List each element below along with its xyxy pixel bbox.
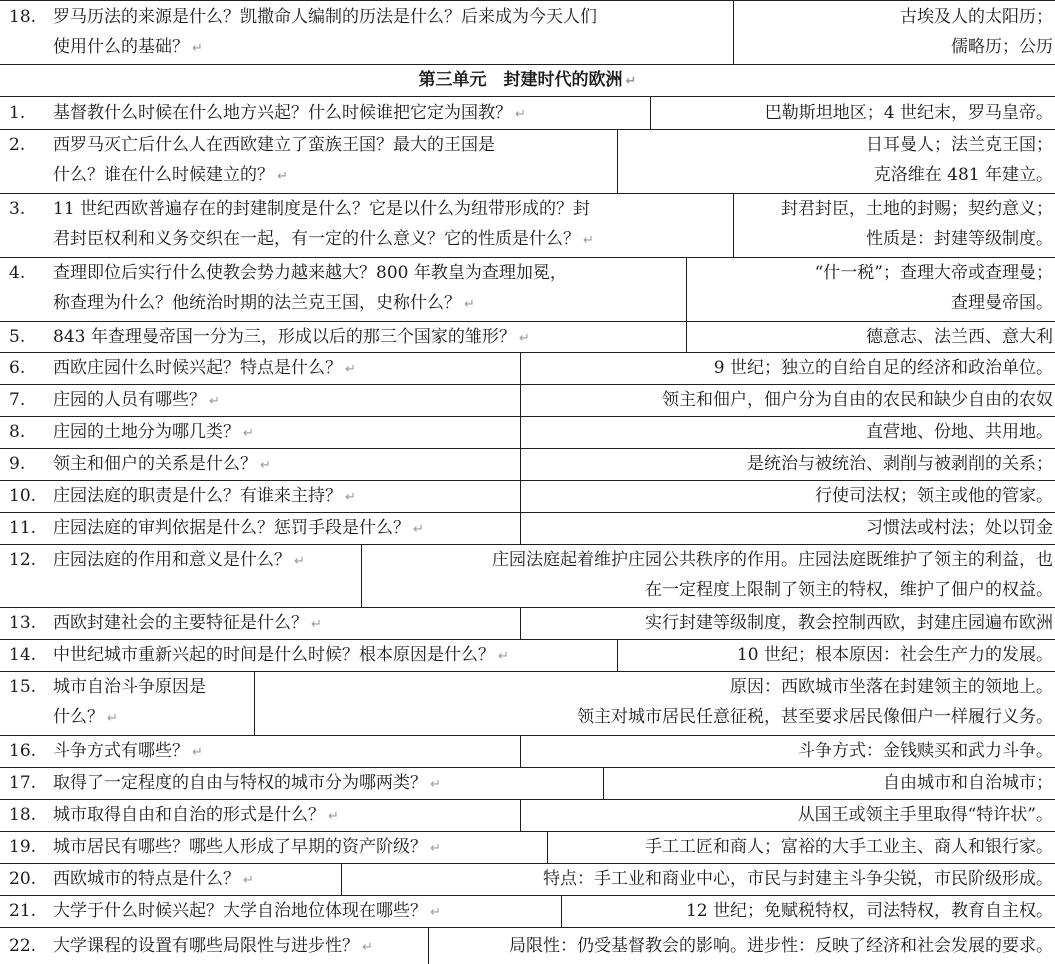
question-text: 西欧城市的特点是什么？ ↵	[53, 869, 254, 889]
row-border	[0, 735, 1055, 736]
paragraph-mark-icon: ↵	[311, 617, 322, 632]
question-number: 18.	[9, 805, 37, 825]
answer-text: 斗争方式：金钱赎买和武力斗争。	[798, 741, 1053, 761]
question-number: 12.	[9, 550, 37, 570]
paragraph-mark-icon: ↵	[362, 940, 373, 955]
question-text: 庄园法庭的作用和意义是什么？ ↵	[53, 550, 305, 570]
answer-text: 庄园法庭起着维护庄园公共秩序的作用。庄园法庭既维护了领主的利益，也	[492, 550, 1053, 570]
row-border	[0, 927, 1055, 928]
answer-text: 儒略历；公历	[951, 37, 1053, 57]
column-divider	[254, 671, 255, 735]
question-number: 18.	[9, 7, 37, 27]
column-divider	[520, 352, 521, 384]
column-divider	[686, 257, 687, 321]
answer-text: 手工工匠和商人；富裕的大手工业主、商人和银行家。	[645, 837, 1053, 857]
answer-text: 查理曼帝国。	[951, 293, 1053, 313]
paragraph-mark-icon: ↵	[328, 809, 339, 824]
paragraph-mark-icon: ↵	[192, 745, 203, 760]
question-text: 庄园的土地分为哪几类？ ↵	[53, 422, 254, 442]
row-border	[0, 671, 1055, 672]
question-number: 6.	[9, 358, 26, 378]
paragraph-mark-icon: ↵	[243, 426, 254, 441]
paragraph-mark-icon: ↵	[413, 522, 424, 537]
column-divider	[617, 639, 618, 671]
row-border	[0, 799, 1055, 800]
row-border	[0, 607, 1055, 608]
question-text: 大学课程的设置有哪些局限性与进步性？ ↵	[53, 936, 373, 956]
paragraph-mark-icon: ↵	[515, 107, 526, 122]
answer-text: 从国王或领主手里取得“特许状”。	[797, 805, 1053, 825]
paragraph-mark-icon: ↵	[625, 74, 637, 89]
answer-text: 封君封臣，土地的封赐；契约意义；	[781, 199, 1053, 219]
answer-text: 直营地、份地、共用地。	[866, 422, 1053, 442]
row-border	[0, 639, 1055, 640]
table-border	[0, 64, 1055, 65]
question-text: 罗马历法的来源是什么？凯撒命人编制的历法是什么？后来成为今天人们	[53, 7, 597, 27]
question-number: 13.	[9, 613, 37, 633]
row-border	[0, 895, 1055, 896]
answer-text: 巴勒斯坦地区；4 世纪末，罗马皇帝。	[764, 103, 1053, 123]
question-text: 君封臣权利和义务交织在一起，有一定的什么意义？它的性质是什么？ ↵	[53, 229, 594, 249]
question-text: 庄园法庭的职责是什么？有谁来主持？ ↵	[53, 486, 356, 506]
question-text: 取得了一定程度的自由与特权的城市分为哪两类？ ↵	[53, 773, 441, 793]
column-divider	[428, 927, 429, 964]
answer-text: 克洛维在 481 年建立。	[873, 165, 1053, 185]
column-divider	[561, 895, 562, 927]
question-text: 领主和佃户的关系是什么？ ↵	[53, 454, 271, 474]
answer-text: 原因：西欧城市坐落在封建领主的领地上。	[730, 677, 1053, 697]
column-divider	[617, 129, 618, 193]
answer-text: “什一税”；查理大帝或查理曼；	[814, 263, 1053, 283]
column-divider	[520, 512, 521, 544]
question-number: 11.	[9, 518, 37, 538]
answer-text: 在一定程度上限制了领主的特权，维护了佃户的权益。	[645, 580, 1053, 600]
paragraph-mark-icon: ↵	[464, 297, 475, 312]
question-text: 西欧封建社会的主要特征是什么？ ↵	[53, 613, 322, 633]
row-border	[0, 352, 1055, 353]
paragraph-mark-icon: ↵	[192, 41, 203, 56]
column-divider	[733, 193, 734, 257]
column-divider	[341, 863, 342, 895]
question-text: 查理即位后实行什么使教会势力越来越大？800 年教皇为查理加冕，	[53, 263, 567, 283]
row-border	[0, 767, 1055, 768]
question-text: 城市居民有哪些？哪些人形成了早期的资产阶级？ ↵	[53, 837, 441, 857]
question-number: 5.	[9, 327, 26, 347]
answer-text: 领主和佃户，佃户分为自由的农民和缺少自由的农奴	[662, 390, 1053, 410]
column-divider	[520, 735, 521, 767]
question-number: 7.	[9, 390, 26, 410]
paragraph-mark-icon: ↵	[345, 362, 356, 377]
answer-text: 12 世纪；免赋税特权，司法特权，教育自主权。	[685, 901, 1053, 921]
paragraph-mark-icon: ↵	[243, 873, 254, 888]
paragraph-mark-icon: ↵	[209, 394, 220, 409]
answer-text: 局限性：仍受基督教会的影响。进步性：反映了经济和社会发展的要求。	[509, 936, 1053, 956]
question-number: 17.	[9, 773, 37, 793]
row-border	[0, 129, 1055, 130]
question-text: 基督教什么时候在什么地方兴起？什么时候谁把它定为国教？ ↵	[53, 103, 526, 123]
paragraph-mark-icon: ↵	[294, 554, 305, 569]
column-divider	[520, 416, 521, 448]
column-divider	[603, 767, 604, 799]
section-title: 第三单元 封建时代的欧洲 ↵	[418, 70, 637, 90]
column-divider	[547, 831, 548, 863]
paragraph-mark-icon: ↵	[260, 458, 271, 473]
answer-text: 实行封建等级制度，教会控制西欧，封建庄园遍布欧洲	[645, 613, 1053, 633]
question-number: 15.	[9, 677, 37, 697]
row-border	[0, 480, 1055, 481]
row-border	[0, 416, 1055, 417]
question-text: 庄园法庭的审判依据是什么？惩罚手段是什么？ ↵	[53, 518, 424, 538]
answer-text: 古埃及人的太阳历；	[900, 7, 1053, 27]
question-number: 10.	[9, 486, 37, 506]
paragraph-mark-icon: ↵	[277, 169, 288, 184]
row-border	[0, 544, 1055, 545]
answer-text: 10 世纪；根本原因：社会生产力的发展。	[736, 645, 1053, 665]
question-number: 8.	[9, 422, 26, 442]
column-divider	[520, 607, 521, 639]
row-border	[0, 193, 1055, 194]
question-number: 20.	[9, 869, 37, 889]
paragraph-mark-icon: ↵	[498, 649, 509, 664]
question-text: 大学于什么时候兴起？大学自治地位体现在哪些？ ↵	[53, 901, 441, 921]
question-text: 使用什么的基础？ ↵	[53, 37, 203, 57]
question-number: 1.	[9, 103, 26, 123]
column-divider	[520, 799, 521, 831]
paragraph-mark-icon: ↵	[430, 777, 441, 792]
question-text: 称查理为什么？他统治时期的法兰克王国，史称什么？ ↵	[53, 293, 475, 313]
paragraph-mark-icon: ↵	[345, 490, 356, 505]
answer-text: 习惯法或村法；处以罚金	[866, 518, 1053, 538]
column-divider	[650, 97, 651, 129]
answer-text: 德意志、法兰西、意大利	[866, 327, 1053, 347]
question-text: 西欧庄园什么时候兴起？特点是什么？ ↵	[53, 358, 356, 378]
column-divider	[520, 448, 521, 480]
column-divider	[686, 321, 687, 352]
column-divider	[520, 480, 521, 512]
paragraph-mark-icon: ↵	[518, 331, 530, 346]
row-border	[0, 448, 1055, 449]
question-text: 11 世纪西欧普遍存在的封建制度是什么？它是以什么为纽带形成的？封	[53, 199, 591, 219]
row-border	[0, 257, 1055, 258]
question-text: 什么？ ↵	[53, 707, 118, 727]
question-number: 16.	[9, 741, 37, 761]
answer-text: 特点：手工业和商业中心，市民与封建主斗争尖锐，市民阶级形成。	[543, 869, 1053, 889]
question-text: 西罗马灭亡后什么人在西欧建立了蛮族王国？最大的王国是	[53, 135, 495, 155]
answer-text: 性质是：封建等级制度。	[866, 229, 1053, 249]
question-number: 3.	[9, 199, 26, 219]
question-number: 14.	[9, 645, 37, 665]
question-number: 21.	[9, 901, 37, 921]
paragraph-mark-icon: ↵	[430, 905, 441, 920]
question-number: 19.	[9, 837, 37, 857]
paragraph-mark-icon: ↵	[583, 233, 594, 248]
column-divider	[361, 544, 362, 607]
question-text: 什么？谁在什么时候建立的？ ↵	[53, 165, 288, 185]
paragraph-mark-icon: ↵	[107, 711, 118, 726]
question-text: 中世纪城市重新兴起的时间是什么时候？根本原因是什么？ ↵	[53, 645, 509, 665]
answer-text: 自由城市和自治城市；	[883, 773, 1053, 793]
answer-text: 日耳曼人；法兰克王国；	[866, 135, 1053, 155]
column-divider	[520, 384, 521, 416]
question-number: 9.	[9, 454, 26, 474]
question-number: 22.	[9, 936, 37, 956]
column-divider	[733, 0, 734, 64]
question-text: 斗争方式有哪些？ ↵	[53, 741, 203, 761]
answer-text: 领主对城市居民任意征税，甚至要求居民像佃户一样履行义务。	[577, 707, 1053, 727]
row-border	[0, 863, 1055, 864]
answer-text: 行使司法权；领主或他的管家。	[815, 486, 1053, 506]
question-text: 城市取得自由和自治的形式是什么？ ↵	[53, 805, 339, 825]
answer-text: 是统治与被统治、剥削与被剥削的关系；	[747, 454, 1053, 474]
question-number: 2.	[9, 135, 26, 155]
question-text: 庄园的人员有哪些？ ↵	[53, 390, 220, 410]
row-border	[0, 831, 1055, 832]
question-text: 城市自治斗争原因是	[53, 677, 206, 697]
paragraph-mark-icon: ↵	[430, 841, 441, 856]
answer-text: 9 世纪；独立的自给自足的经济和政治单位。	[713, 358, 1053, 378]
table-border	[0, 96, 1055, 97]
question-number: 4.	[9, 263, 26, 283]
row-border	[0, 512, 1055, 513]
row-border	[0, 321, 1055, 322]
table-border	[0, 0, 1055, 1]
row-border	[0, 384, 1055, 385]
question-text: 843 年查理曼帝国一分为三，形成以后的那三个国家的雏形？ ↵	[53, 327, 530, 347]
